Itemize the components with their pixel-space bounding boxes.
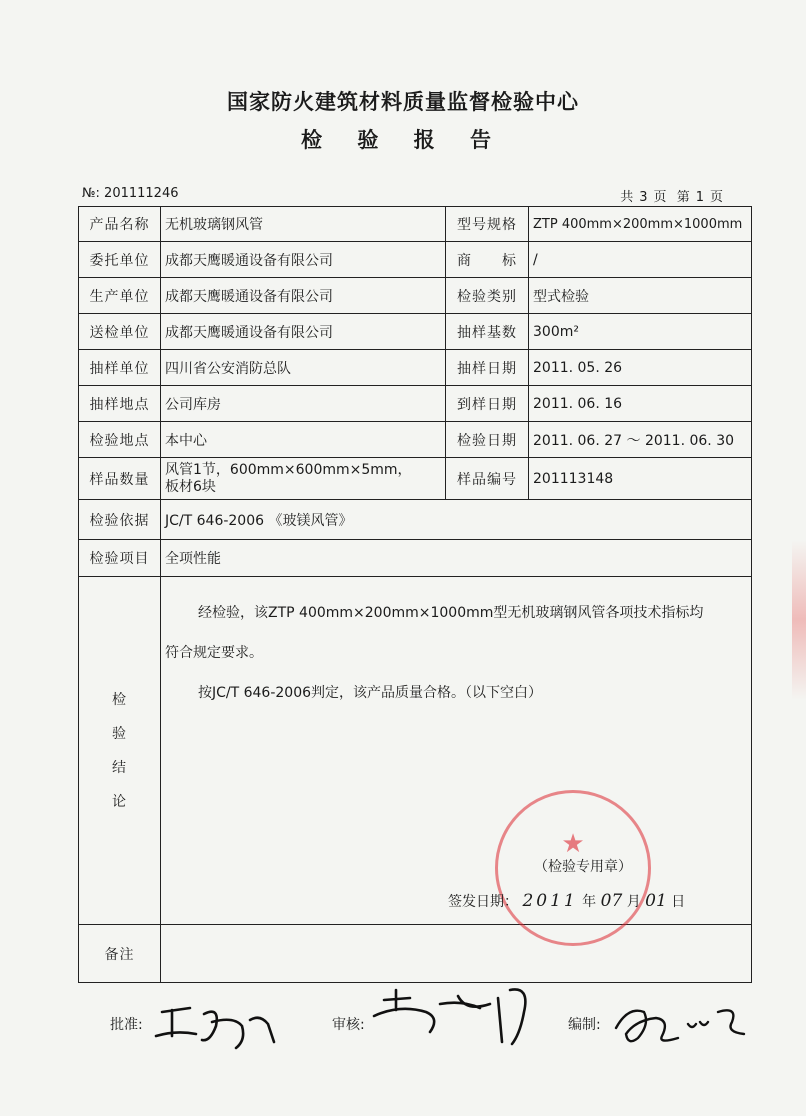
report-number-value: 201111246 xyxy=(104,186,179,201)
remarks-value xyxy=(161,925,752,983)
month-unit: 月 xyxy=(626,894,641,910)
pages-total-prefix: 共 xyxy=(620,190,634,205)
test-date-label: 检验日期 xyxy=(446,422,529,458)
conclusion-para1-line2: 符合规定要求。 xyxy=(165,645,263,661)
table-row xyxy=(79,925,752,983)
issue-year: 2011 xyxy=(522,891,578,911)
conclusion-para2: 按JC/T 646-2006判定，该产品质量合格。（以下空白） xyxy=(198,685,543,701)
table-row xyxy=(79,350,752,386)
report-number-label: №: xyxy=(82,186,100,201)
sample-no-label: 样品编号 xyxy=(446,458,529,500)
test-place-label: 检验地点 xyxy=(79,422,161,458)
model-value: ZTP 400mm×200mm×1000mm xyxy=(529,207,752,242)
sample-place-label: 抽样地点 xyxy=(79,386,161,422)
compiler-signature xyxy=(608,994,768,1054)
approver-signature xyxy=(150,996,290,1056)
sample-base-label: 抽样基数 xyxy=(446,314,529,350)
test-place-value: 本中心 xyxy=(161,422,446,458)
stamp-caption: （检验专用章） xyxy=(534,859,632,875)
sample-qty-line1: 风管1节，600mm×600mm×5mm， xyxy=(165,461,412,478)
trademark-value: / xyxy=(529,242,752,278)
issue-day: 01 xyxy=(645,891,667,911)
manufacturer-value: 成都天鹰暖通设备有限公司 xyxy=(161,278,446,314)
sample-qty-label: 样品数量 xyxy=(79,458,161,500)
review-label: 审核: xyxy=(332,1017,365,1033)
table-row xyxy=(79,386,752,422)
sample-place-value: 公司库房 xyxy=(161,386,446,422)
table-row xyxy=(79,278,752,314)
table-row xyxy=(79,422,752,458)
sampler-value: 四川省公安消防总队 xyxy=(161,350,446,386)
items-label: 检验项目 xyxy=(79,540,161,577)
sample-qty-value xyxy=(161,458,446,500)
year-unit: 年 xyxy=(582,894,597,910)
issue-date-label: 签发日期： xyxy=(448,894,518,910)
sample-no-value: 201113148 xyxy=(529,458,752,500)
page-current: 1 xyxy=(695,190,704,205)
product-name-value: 无机玻璃钢风管 xyxy=(161,207,446,242)
seal-star-icon: ★ xyxy=(561,829,585,859)
test-type-label: 检验类别 xyxy=(446,278,529,314)
report-title: 检 验 报 告 xyxy=(301,128,505,152)
test-date-value: 2011. 06. 27 ～ 2011. 06. 30 xyxy=(529,422,752,458)
institution-title: 国家防火建筑材料质量监督检验中心 xyxy=(227,90,579,114)
approve-label: 批准: xyxy=(110,1017,143,1033)
table-row xyxy=(79,207,752,242)
product-name-label: 产品名称 xyxy=(79,207,161,242)
submitter-value: 成都天鹰暖通设备有限公司 xyxy=(161,314,446,350)
conclusion-para1-line1: 经检验，该ZTP 400mm×200mm×1000mm型无机玻璃钢风管各项技术指标均 xyxy=(198,605,704,621)
table-row xyxy=(79,314,752,350)
conclusion-label xyxy=(79,577,161,925)
table-row xyxy=(79,540,752,577)
conclusion-body xyxy=(161,577,752,925)
sampler-label: 抽样单位 xyxy=(79,350,161,386)
basis-value: JC/T 646-2006 《玻镁风管》 xyxy=(161,500,752,540)
day-unit: 日 xyxy=(671,894,686,910)
pages-total: 3 xyxy=(639,190,648,205)
conclusion-char: 结 xyxy=(112,759,127,776)
conclusion-char: 验 xyxy=(112,725,127,742)
sample-date-label: 抽样日期 xyxy=(446,350,529,386)
arrival-date-label: 到样日期 xyxy=(446,386,529,422)
table-row xyxy=(79,500,752,540)
test-type-value: 型式检验 xyxy=(529,278,752,314)
page-current-prefix: 第 xyxy=(676,190,690,205)
conclusion-char: 论 xyxy=(112,793,127,810)
arrival-date-value: 2011. 06. 16 xyxy=(529,386,752,422)
edge-stamp-fragment xyxy=(792,540,806,700)
conclusion-char: 检 xyxy=(112,691,127,708)
submitter-label: 送检单位 xyxy=(79,314,161,350)
items-value: 全项性能 xyxy=(161,540,752,577)
table-row xyxy=(79,242,752,278)
client-value: 成都天鹰暖通设备有限公司 xyxy=(161,242,446,278)
table-row xyxy=(79,458,752,500)
reviewer-signature xyxy=(370,982,550,1052)
sample-qty-line2: 板材6块 xyxy=(165,478,216,495)
basis-label: 检验依据 xyxy=(79,500,161,540)
remarks-label: 备注 xyxy=(79,925,161,983)
trademark-label: 商 标 xyxy=(446,242,529,278)
manufacturer-label: 生产单位 xyxy=(79,278,161,314)
issue-month: 07 xyxy=(600,891,623,911)
issue-date xyxy=(448,891,685,911)
page-current-unit: 页 xyxy=(709,190,723,205)
sample-date-value: 2011. 05. 26 xyxy=(529,350,752,386)
compile-label: 编制: xyxy=(568,1017,601,1033)
client-label: 委托单位 xyxy=(79,242,161,278)
report-number xyxy=(82,186,179,201)
sample-base-value: 300m² xyxy=(529,314,752,350)
model-label: 型号规格 xyxy=(446,207,529,242)
page-indicator xyxy=(617,186,726,205)
pages-unit: 页 xyxy=(653,190,667,205)
